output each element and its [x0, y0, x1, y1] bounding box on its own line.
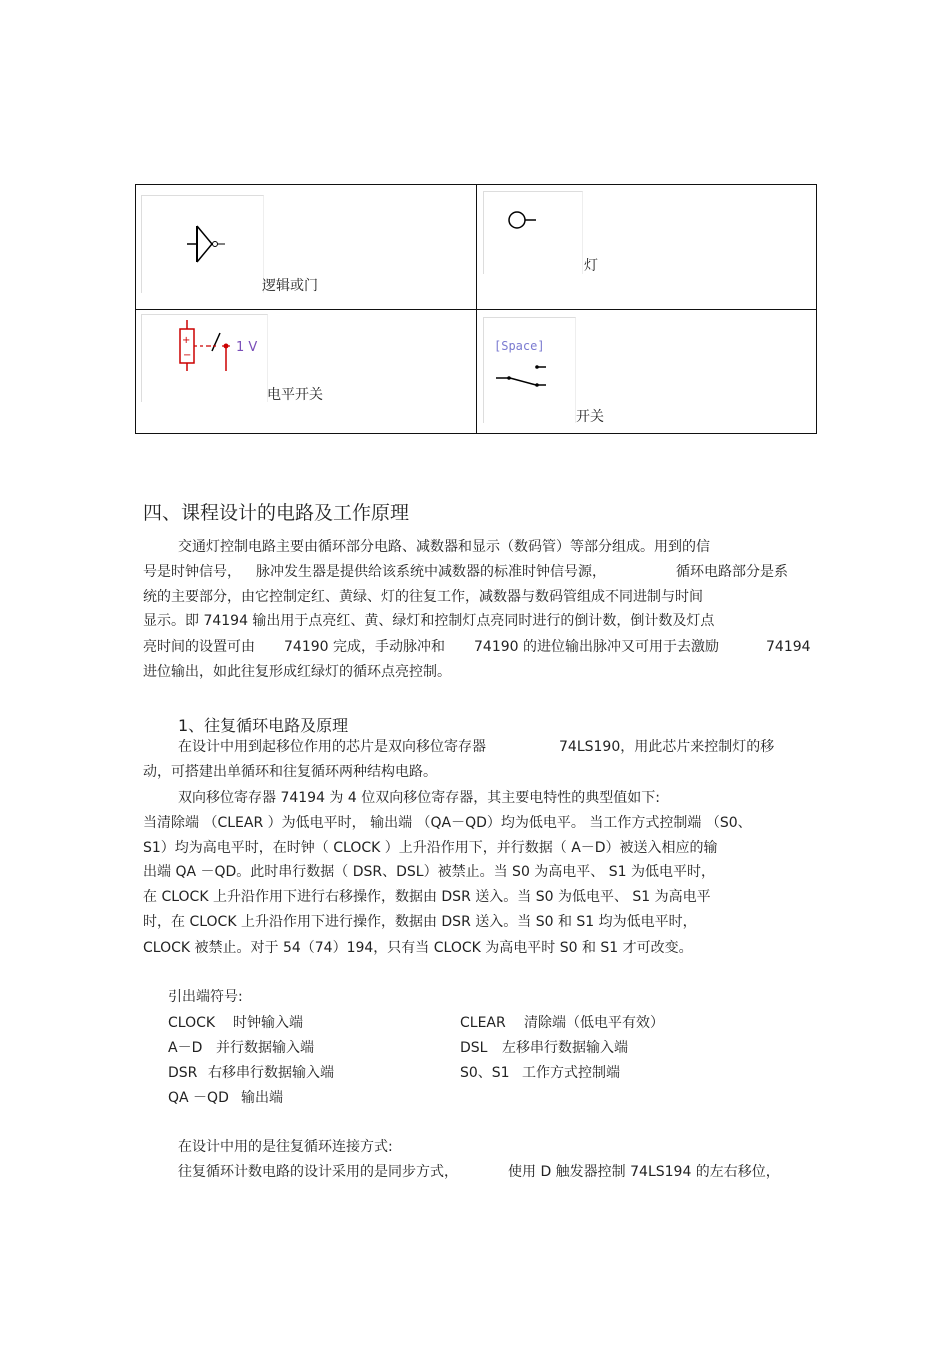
sub1-p3-line-2a: 往复循环计数电路的设计采用的是同步方式， — [178, 1164, 458, 1180]
pin-desc-ad: 并行数据输入端 — [216, 1040, 314, 1056]
sub1-p3-line-1: 在设计中用的是往复循环连接方式: — [178, 1139, 393, 1155]
pin-desc-qaqd: 输出端 — [241, 1090, 283, 1106]
section4-line-4: 显示。即 74194 输出用于点亮红、黄、绿灯和控制灯点亮同时进行的倒计数，倒计数及灯点 — [143, 613, 715, 629]
section4-line-2b: 脉冲发生器是提供给该系统中减数器的标准时钟信号源， — [256, 564, 606, 580]
switch-caption: 开关 — [576, 409, 604, 425]
pin-code-clear: CLEAR — [460, 1015, 506, 1031]
section4-line-2a: 号是时钟信号， — [143, 564, 241, 580]
section4-line-5c: 74190 的进位输出脉冲又可用于去激励 — [474, 639, 719, 655]
sub1-p2-line-7: CLOCK 被禁止。对于 54（74）194，只有当 CLOCK 为高电平时 S0 和 S1 才可改变。 — [143, 940, 693, 956]
section4-line-5b: 74190 完成，手动脉冲和 — [284, 639, 445, 655]
pin-desc-clear: 清除端（低电平有效） — [524, 1015, 664, 1031]
level-switch-thumbnail — [141, 314, 268, 402]
sub1-p1-line-1a: 在设计中用到起移位作用的芯片是双向移位寄存器 — [178, 739, 486, 755]
section4-line-5a: 亮时间的设置可由 — [143, 639, 255, 655]
pin-code-ad: A－D — [168, 1040, 203, 1056]
pin-desc-s0s1: 工作方式控制端 — [522, 1065, 620, 1081]
section4-line-6: 进位输出，如此往复形成红绿灯的循环点亮控制。 — [143, 664, 451, 680]
sub1-p1-line-1b: 74LS190，用此芯片来控制灯的移 — [559, 739, 775, 755]
switch-thumbnail — [483, 317, 576, 423]
svg-text:−: − — [183, 350, 192, 361]
section4-line-1: 交通灯控制电路主要由循环部分电路、减数器和显示（数码管）等部分组成。用到的信 — [178, 539, 710, 555]
pin-code-s0s1: S0、S1 — [460, 1065, 510, 1081]
sub1-p2-line-5: 在 CLOCK 上升沿作用下进行右移操作，数据由 DSR 送入。当 S0 为低电平、 S1 为高电平 — [143, 889, 711, 905]
sub1-p1-line-2: 动，可搭建出单循环和往复循环两种结构电路。 — [143, 764, 437, 780]
level-switch-caption: 电平开关 — [267, 387, 323, 403]
or-gate-icon — [142, 196, 263, 292]
pin-code-qaqd: QA －QD — [168, 1090, 229, 1106]
pin-code-dsl: DSL — [460, 1040, 488, 1056]
sub1-p2-line-3: S1）均为高电平时，在时钟（ CLOCK ）上升沿作用下，并行数据（ A－D）被送入相应的输 — [143, 840, 718, 856]
subsection-heading: 1、往复循环电路及原理 — [178, 716, 349, 735]
section4-line-3: 统的主要部分，由它控制定红、黄绿、灯的往复工作，减数器与数码管组成不同进制与时间 — [143, 589, 703, 605]
lamp-caption: 灯 — [584, 258, 598, 274]
switch-icon — [484, 318, 575, 422]
section4-line-5d: 74194 — [766, 639, 811, 655]
pin-desc-dsr: 右移串行数据输入端 — [208, 1065, 334, 1081]
sub1-p2-line-2: 当清除端 （CLEAR ）为低电平时， 输出端 （QA－QD）均为低电平。 当工作方式控制端 （S0、 — [143, 815, 752, 831]
or-gate-thumbnail — [141, 195, 264, 293]
lamp-thumbnail — [483, 191, 583, 274]
pins-title: 引出端符号: — [168, 989, 243, 1005]
switch-key-label: [Space] — [494, 339, 545, 353]
level-switch-icon — [142, 315, 267, 401]
sub1-p3-line-2b: 使用 D 触发器控制 74LS194 的左右移位， — [508, 1164, 780, 1180]
section-heading: 四、课程设计的电路及工作原理 — [143, 502, 410, 524]
svg-text:+: + — [182, 335, 191, 346]
sub1-p2-line-6: 时，在 CLOCK 上升沿作用下进行操作，数据由 DSR 送入。当 S0 和 S1 均为低电平时， — [143, 914, 697, 930]
level-switch-voltage-label: 1 V — [236, 340, 258, 355]
lamp-icon — [484, 192, 582, 273]
or-gate-caption: 逻辑或门 — [262, 278, 318, 294]
pin-desc-clock: 时钟输入端 — [233, 1015, 303, 1031]
pin-desc-dsl: 左移串行数据输入端 — [502, 1040, 628, 1056]
sub1-p2-line-4: 出端 QA －QD。此时串行数据（ DSR、DSL）被禁止。当 S0 为高电平、 S1 为低电平时， — [143, 864, 715, 880]
section4-line-2c: 循环电路部分是系 — [676, 564, 788, 580]
table-divider-horizontal — [136, 309, 816, 310]
sub1-p2-line-1: 双向移位寄存器 74194 为 4 位双向移位寄存器，其主要电特性的典型值如下: — [178, 790, 660, 806]
pin-code-dsr: DSR — [168, 1065, 198, 1081]
pin-code-clock: CLOCK — [168, 1015, 216, 1031]
